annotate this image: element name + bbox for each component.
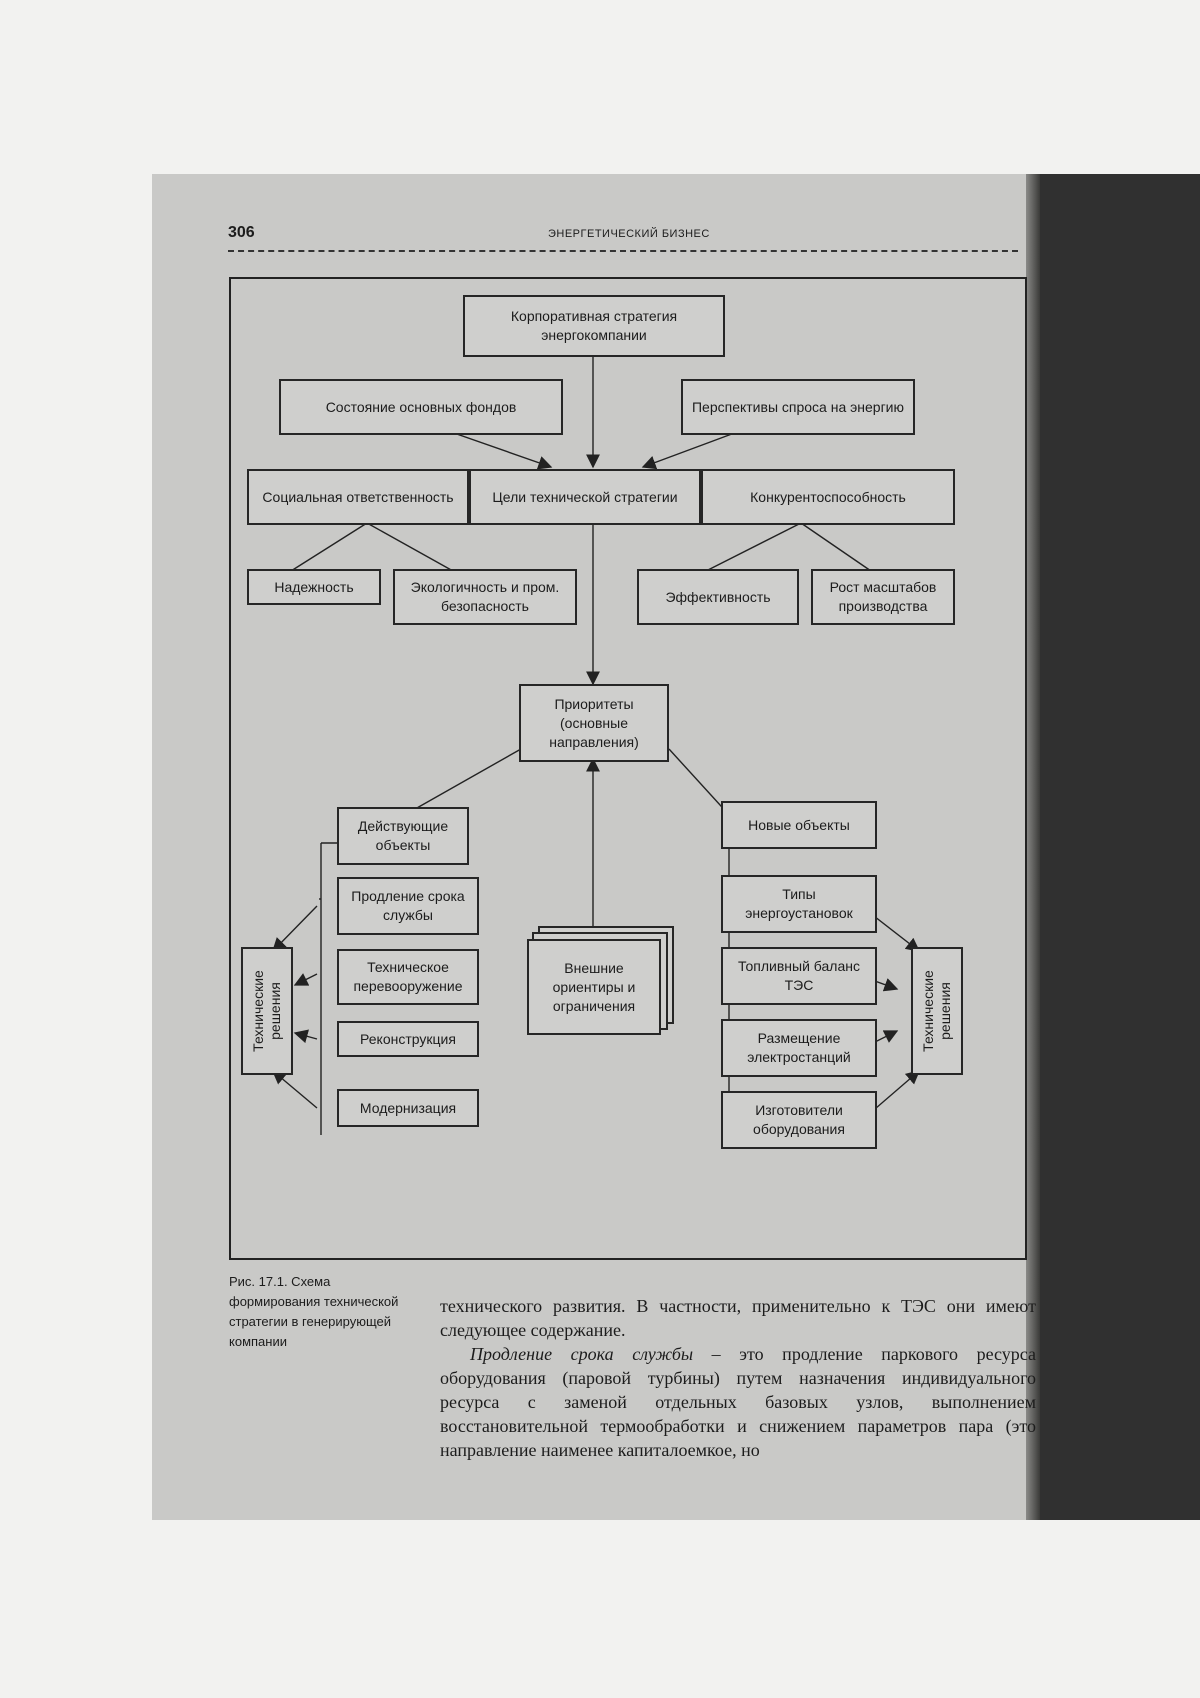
link-social-ecology [367,523,453,571]
technical-goals-label: Цели технической стратегии [492,488,678,505]
plant-placement-box [721,1019,877,1077]
priorities-label: Приоритеты (основные направления) [549,695,639,750]
running-title: ЭНЕРГЕТИЧЕСКИЙ БИЗНЕС [548,228,710,240]
ecology-label: Экологичность и пром. безопасность [410,579,560,614]
social-responsibility-box [247,469,469,525]
life-extension-label: Продление срока службы [351,888,465,923]
technical-solutions-right-label: Технические решения [920,970,953,1052]
competitiveness-box [701,469,955,525]
ecology-box [393,569,577,625]
technical-goals-box [469,469,701,525]
term-life-extension: Продление срока службы [470,1344,694,1364]
new-objects-box [721,801,877,849]
equipment-manufacturers-box [721,1091,877,1149]
unit-types-box [721,875,877,933]
existing-objects-box [337,807,469,865]
link-reequip-to-solutions [295,974,317,985]
paragraph-life-extension-text: – это продление паркового ресурса оборудования (паровой турбины) путем назначения индивидуального ресурса с заменой отдельных базовых узлов, выполнением восстановительной термообработки и снижением параметров пара (это направление наименее капиталоемкое, но [440,1344,1036,1460]
production-growth-label: Рост масштабов производства [829,579,937,614]
life-extension-box [337,877,479,935]
technical-solutions-left-label: Технические решения [250,970,283,1052]
demand-outlook-label: Перспективы спроса на энергию [691,398,905,415]
fuel-balance-label: Топливный баланс ТЭС [738,958,860,993]
corporate-strategy-label: Корпоративная стратегия энергокомпании [510,308,678,343]
plant-placement-label: Размещение электростанций [747,1030,851,1065]
paragraph-life-extension [440,1342,1036,1462]
reequipment-label: Техническое перевооружение [353,959,463,994]
assets-state-box [279,379,563,435]
assets-state-label: Состояние основных фондов [325,398,517,415]
link-social-reliability [291,523,367,571]
modernization-box [337,1089,479,1127]
figure-caption: Рис. 17.1. Схема формирования технической стратегии в генерирующей компании [229,1274,399,1349]
efficiency-box [637,569,799,625]
production-growth-box [811,569,955,625]
efficiency-label: Эффективность [665,588,771,605]
external-guidelines-box [527,939,661,1035]
new-objects-label: Новые объекты [748,816,850,833]
link-competitiveness-growth [801,523,871,571]
modernization-label: Модернизация [359,1099,457,1116]
reconstruction-box [337,1021,479,1057]
reconstruction-label: Реконструкция [360,1030,456,1047]
reliability-box [247,569,381,605]
existing-objects-label: Действующие объекты [357,818,449,853]
link-modernization-to-solutions [273,1071,317,1108]
corporate-strategy-box [463,295,725,357]
link-competitiveness-efficiency [706,523,801,571]
paragraph-continuation: технического развития. В частности, применительно к ТЭС они имеют следующее содержание. [440,1296,1036,1340]
reliability-label: Надежность [274,578,354,595]
link-life-to-solutions [273,906,317,951]
priorities-box [519,684,669,762]
demand-outlook-box [681,379,915,435]
reequipment-box [337,949,479,1005]
equipment-manufacturers-label: Изготовители оборудования [753,1102,845,1137]
unit-types-label: Типы энергоустановок [745,886,853,921]
social-responsibility-label: Социальная ответственность [262,488,454,505]
competitiveness-label: Конкурентоспособность [750,488,906,505]
strategy-diagram [229,277,1027,1260]
link-reconstruction-to-solutions [295,1033,317,1039]
book-spine-shadow [1040,174,1200,1520]
page-number: 306 [228,224,255,241]
external-guidelines-label: Внешние ориентиры и ограничения [552,959,636,1014]
page-header [228,220,1018,252]
body-text [440,1294,1036,1462]
fuel-balance-box [721,947,877,1005]
